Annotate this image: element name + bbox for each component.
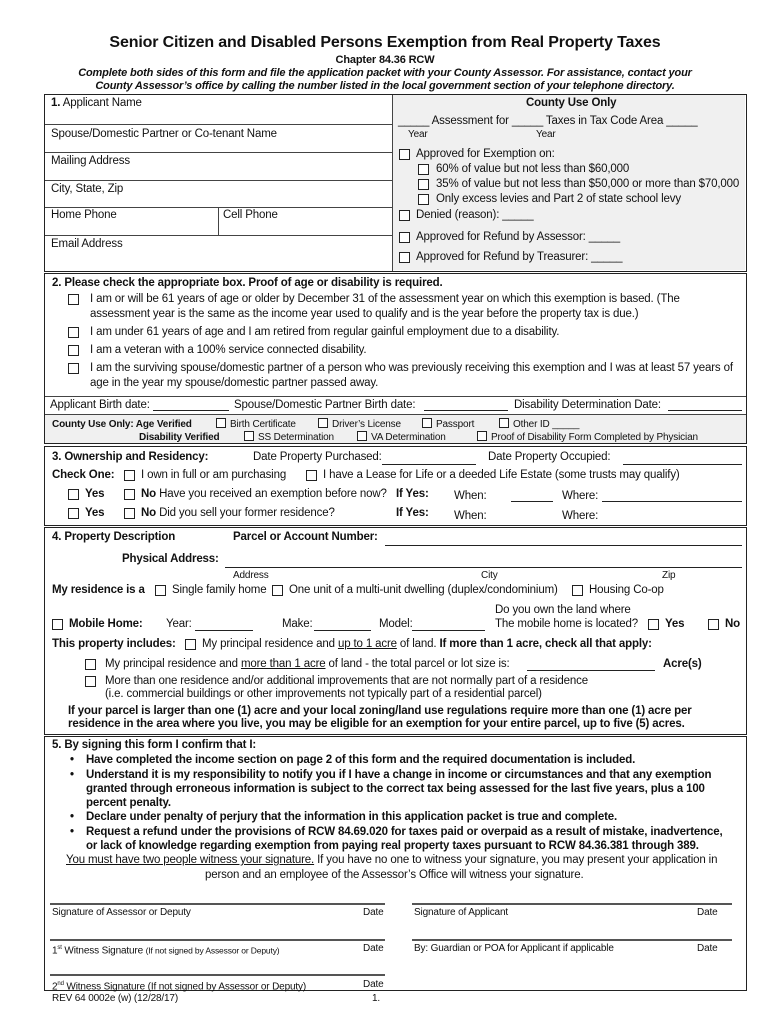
ss-determination-checkbox[interactable] <box>244 431 254 441</box>
opt-excess-label: Only excess levies and Part 2 of state school levy <box>436 193 681 205</box>
opt-60-checkbox[interactable] <box>418 164 429 175</box>
make-input[interactable] <box>314 630 371 631</box>
applicant-birth-label: Applicant Birth date: <box>50 399 150 411</box>
confirm-responsibility-cont: percent penalty. <box>86 797 171 809</box>
veteran-label: I am a veteran with a 100% service connected disability. <box>90 344 367 356</box>
denied-checkbox[interactable] <box>399 210 410 221</box>
mobile-home-label: Mobile Home: <box>69 618 143 630</box>
ss-determination-label: SS Determination <box>258 432 334 443</box>
home-phone-field[interactable]: Home Phone <box>51 209 117 221</box>
when-label: When: <box>454 510 487 522</box>
instructions-line-1: Complete both sides of this form and file the application packet with your County Assessor. For assistance, contact your <box>78 67 692 79</box>
question-text: Did you sell your former residence? <box>159 507 335 519</box>
physical-address-input[interactable] <box>225 567 742 568</box>
text: Witness Signature (If not signed by Assessor or Deputy) <box>63 981 307 993</box>
birth-cert-checkbox[interactable] <box>216 418 226 428</box>
housing-coop-checkbox[interactable] <box>572 585 583 596</box>
no-label: No <box>725 618 741 630</box>
refund-treasurer-checkbox[interactable] <box>399 252 410 263</box>
text: 1 <box>52 945 58 957</box>
where-label: Where: <box>562 510 599 522</box>
year-label-1: Year <box>408 129 428 140</box>
mobile-home-checkbox[interactable] <box>52 619 63 630</box>
sold-residence-question <box>141 507 335 520</box>
sold-residence-yes-checkbox[interactable] <box>68 508 79 519</box>
section-number: 1. <box>51 97 61 109</box>
yes-label: Yes <box>85 507 105 519</box>
parcel-input[interactable] <box>385 545 742 546</box>
text: (If not signed by Assessor or Deputy) <box>145 945 280 956</box>
witness-1-signature-line[interactable] <box>50 939 385 941</box>
confirm-refund: Request a refund under the provisions of RCW 84.69.020 for taxes paid or overpaid as a result of mistake, inadvertence, <box>86 826 723 838</box>
includes-label: This property includes: <box>52 638 176 650</box>
bullet: • <box>70 826 74 838</box>
section-4-heading: 4. Property Description <box>52 531 176 543</box>
assessment-line: _____ Assessment for _____ Taxes in Tax Code Area _____ <box>398 115 698 127</box>
city-state-zip-field[interactable]: City, State, Zip <box>51 183 124 195</box>
text: If you have no one to witness your signature, you may present your application in <box>314 854 718 866</box>
date-occupied-label: Date Property Occupied: <box>488 451 611 463</box>
veteran-checkbox[interactable] <box>68 345 79 356</box>
date-label: Date <box>697 907 718 918</box>
when-input[interactable] <box>511 501 553 502</box>
assessor-signature-line[interactable] <box>50 903 385 905</box>
land-question-line-2: The mobile home is located? <box>495 618 638 630</box>
witness-2-signature-line[interactable] <box>50 974 385 976</box>
mailing-address-field[interactable]: Mailing Address <box>51 155 130 167</box>
age-61-label-cont: assessment year is the same as the income year used to qualify and is the year before the property tax is due.) <box>90 308 639 320</box>
proof-form-label: Proof of Disability Form Completed by Physician <box>491 432 698 443</box>
prior-exemption-question <box>141 488 387 501</box>
instructions-line-2: County Assessor’s office by calling the number listed in the local government section of your telephone directory. <box>95 80 675 92</box>
text: If more than 1 acre, check all that apply: <box>439 638 652 650</box>
date-purchased-label: Date Property Purchased: <box>253 451 382 463</box>
form-title: Senior Citizen and Disabled Persons Exemption from Real Property Taxes <box>109 34 661 51</box>
disability-date-input[interactable] <box>668 410 742 411</box>
model-label: Model: <box>379 618 413 630</box>
spouse-name-field[interactable]: Spouse/Domestic Partner or Co-tenant Name <box>51 128 277 140</box>
text: st <box>57 945 62 951</box>
witness-note-cont: person and an employee of the Assessor’s Office will witness your signature. <box>205 869 584 881</box>
date-label: Date <box>363 907 384 918</box>
date-label: Date <box>363 943 384 954</box>
text: My principal residence and <box>105 658 241 670</box>
if-yes-label: If Yes: <box>396 507 429 519</box>
surviving-spouse-checkbox[interactable] <box>68 363 79 374</box>
witness-1-label <box>52 942 279 957</box>
applicant-name-label: Applicant Name <box>62 97 142 109</box>
multi-unit-label: One unit of a multi-unit dwelling (duplex/condominium) <box>289 584 558 596</box>
when-label: When: <box>454 490 487 502</box>
bullet: • <box>70 769 74 781</box>
prior-exemption-no-checkbox[interactable] <box>124 489 135 500</box>
single-family-label: Single family home <box>172 584 267 596</box>
up-to-1-acre-label <box>202 638 652 651</box>
text: of land. <box>396 638 440 650</box>
approved-exemption-label: Approved for Exemption on: <box>416 148 555 160</box>
refund-treasurer-label: Approved for Refund by Treasurer: _____ <box>416 251 623 263</box>
assessor-signature-label: Signature of Assessor or Deputy <box>52 907 191 918</box>
section-3-heading: 3. Ownership and Residency: <box>52 451 209 463</box>
year-label: Year: <box>166 618 192 630</box>
year-input[interactable] <box>195 630 253 631</box>
spouse-birth-input[interactable] <box>424 410 508 411</box>
witness-note <box>66 854 717 867</box>
disability-date-label: Disability Determination Date: <box>514 399 661 411</box>
more-than-1-acre-checkbox[interactable] <box>85 659 96 670</box>
no-label: No <box>141 507 157 519</box>
date-purchased-input[interactable] <box>382 464 476 465</box>
parcel-label: Parcel or Account Number: <box>233 531 378 543</box>
applicant-signature-line[interactable] <box>412 903 732 905</box>
parcel-note-line-1: If your parcel is larger than one (1) acre and your local zoning/land use regulations require more than one (1) acre per <box>68 705 692 717</box>
cell-phone-field[interactable]: Cell Phone <box>223 209 278 221</box>
parcel-note-line-2: residence in the area where you live, you may be eligible for an exemption for your entire parcel, up to five (5) acres. <box>68 718 685 730</box>
text: You must have two people witness your signature. <box>66 854 315 866</box>
lot-size-input[interactable] <box>527 670 655 671</box>
multi-unit-checkbox[interactable] <box>272 585 283 596</box>
additional-improvements-label: More than one residence and/or additional improvements that are not normally part of a residence <box>105 675 588 687</box>
other-id-label: Other ID _____ <box>513 419 580 430</box>
bullet: • <box>70 811 74 823</box>
disability-label: I am under 61 years of age and I am retired from regular gainful employment due to a disability. <box>90 326 560 338</box>
confirm-responsibility: Understand it is my responsibility to notify you if I have a change in income or circumstances and that any exemption <box>86 769 712 781</box>
city-caption: City <box>481 570 498 581</box>
disability-checkbox[interactable] <box>68 327 79 338</box>
refund-assessor-checkbox[interactable] <box>399 232 410 243</box>
sold-residence-no-checkbox[interactable] <box>124 508 135 519</box>
confirm-perjury: Declare under penalty of perjury that the information in this application packet is true and complete. <box>86 811 618 823</box>
other-id-checkbox[interactable] <box>499 418 509 428</box>
lease-checkbox[interactable] <box>306 470 317 481</box>
own-label: I own in full or am purchasing <box>141 469 287 481</box>
text: more than 1 acre <box>240 658 326 670</box>
up-to-1-acre-checkbox[interactable] <box>185 639 196 650</box>
opt-60-label: 60% of value but not less than $60,000 <box>436 163 630 175</box>
section-5-heading: 5. By signing this form I confirm that I: <box>52 739 257 751</box>
opt-excess-checkbox[interactable] <box>418 194 429 205</box>
refund-assessor-label: Approved for Refund by Assessor: _____ <box>416 231 620 243</box>
age-61-checkbox[interactable] <box>68 294 79 305</box>
applicant-birth-input[interactable] <box>153 410 229 411</box>
approved-exemption-checkbox[interactable] <box>399 149 410 160</box>
page-number: 1. <box>372 993 381 1004</box>
confirm-responsibility-cont: granted through erroneous information is subject to the correct tax being assessed for the last five years, plus a 100 <box>86 783 705 795</box>
age-61-label: I am or will be 61 years of age or older by December 31 of the assessment year on which this exemption is based. (The <box>90 293 680 305</box>
zip-caption: Zip <box>662 570 676 581</box>
form-id: REV 64 0002e (w) (12/28/17) <box>52 993 179 1004</box>
housing-coop-label: Housing Co-op <box>589 584 664 596</box>
guardian-signature-line[interactable] <box>412 939 732 941</box>
year-label-2: Year <box>536 129 556 140</box>
land-question-line-1: Do you own the land where <box>495 604 631 616</box>
passport-label: Passport <box>436 419 475 430</box>
text: Witness Signature <box>61 945 146 957</box>
opt-35-checkbox[interactable] <box>418 179 429 190</box>
lease-label: I have a Lease for Life or a deeded Life Estate (some trusts may qualify) <box>323 469 680 481</box>
single-family-checkbox[interactable] <box>155 585 166 596</box>
land-yes-checkbox[interactable] <box>648 619 659 630</box>
bullet: • <box>70 754 74 766</box>
where-input[interactable] <box>602 501 742 502</box>
va-determination-label: VA Determination <box>371 432 446 443</box>
text: My principal residence and <box>202 638 338 650</box>
text: of land - the total parcel or lot size is: <box>325 658 510 670</box>
surviving-spouse-label-cont: age in the year my spouse/domestic partner passed away. <box>90 377 379 389</box>
where-label: Where: <box>562 490 599 502</box>
drivers-license-checkbox[interactable] <box>318 418 328 428</box>
confirm-income-section: Have completed the income section on page 2 of this form and the required documentation is included. <box>86 754 636 766</box>
address-caption: Address <box>233 570 269 581</box>
proof-form-checkbox[interactable] <box>477 431 487 441</box>
drivers-license-label: Driver’s License <box>332 419 401 430</box>
land-no-checkbox[interactable] <box>708 619 719 630</box>
prior-exemption-yes-checkbox[interactable] <box>68 489 79 500</box>
no-label: No <box>141 488 157 500</box>
va-determination-checkbox[interactable] <box>357 431 367 441</box>
chapter: Chapter 84.36 RCW <box>335 54 435 66</box>
disability-verified-label: Disability Verified <box>139 432 220 443</box>
yes-label: Yes <box>665 618 685 630</box>
opt-35-label: 35% of value but not less than $50,000 or more than $70,000 <box>436 178 740 190</box>
yes-label: Yes <box>85 488 105 500</box>
birth-cert-label: Birth Certificate <box>230 419 296 430</box>
if-yes-label: If Yes: <box>396 488 429 500</box>
residence-type-label: My residence is a <box>52 584 145 596</box>
additional-improvements-note: (i.e. commercial buildings or other improvements not typically part of a residential parcel) <box>105 688 542 700</box>
spouse-birth-label: Spouse/Domestic Partner Birth date: <box>234 399 416 411</box>
section-2-heading: 2. Please check the appropriate box. Proof of age or disability is required. <box>52 277 443 289</box>
acres-label: Acre(s) <box>663 658 702 670</box>
date-label: Date <box>697 943 718 954</box>
model-input[interactable] <box>412 630 485 631</box>
text: up to 1 acre <box>337 638 397 650</box>
county-use-title: County Use Only <box>526 97 617 109</box>
date-label: Date <box>363 979 384 990</box>
age-verified-label: County Use Only: Age Verified <box>52 419 192 430</box>
additional-improvements-checkbox[interactable] <box>85 676 96 687</box>
confirm-refund-cont: or lack of knowledge regarding exemption from paying real property taxes pursuant to RCW 84.36.381 through 389. <box>86 840 699 852</box>
own-checkbox[interactable] <box>124 470 135 481</box>
applicant-name-field[interactable] <box>51 97 142 110</box>
surviving-spouse-label: I am the surviving spouse/domestic partner of a person who was previously receiving this exemption and I was at least 57 years of <box>90 362 733 374</box>
denied-label: Denied (reason): _____ <box>416 209 534 221</box>
email-address-field[interactable]: Email Address <box>51 238 123 250</box>
guardian-label: By: Guardian or POA for Applicant if applicable <box>414 943 614 954</box>
passport-checkbox[interactable] <box>422 418 432 428</box>
make-label: Make: <box>282 618 313 630</box>
physical-address-label: Physical Address: <box>122 553 219 565</box>
more-than-1-acre-label <box>105 658 510 671</box>
date-occupied-input[interactable] <box>623 464 742 465</box>
text: nd <box>57 981 64 987</box>
check-one-label: Check One: <box>52 469 115 481</box>
question-text: Have you received an exemption before now? <box>159 488 387 500</box>
text: 2 <box>52 981 58 993</box>
applicant-signature-label: Signature of Applicant <box>414 907 508 918</box>
